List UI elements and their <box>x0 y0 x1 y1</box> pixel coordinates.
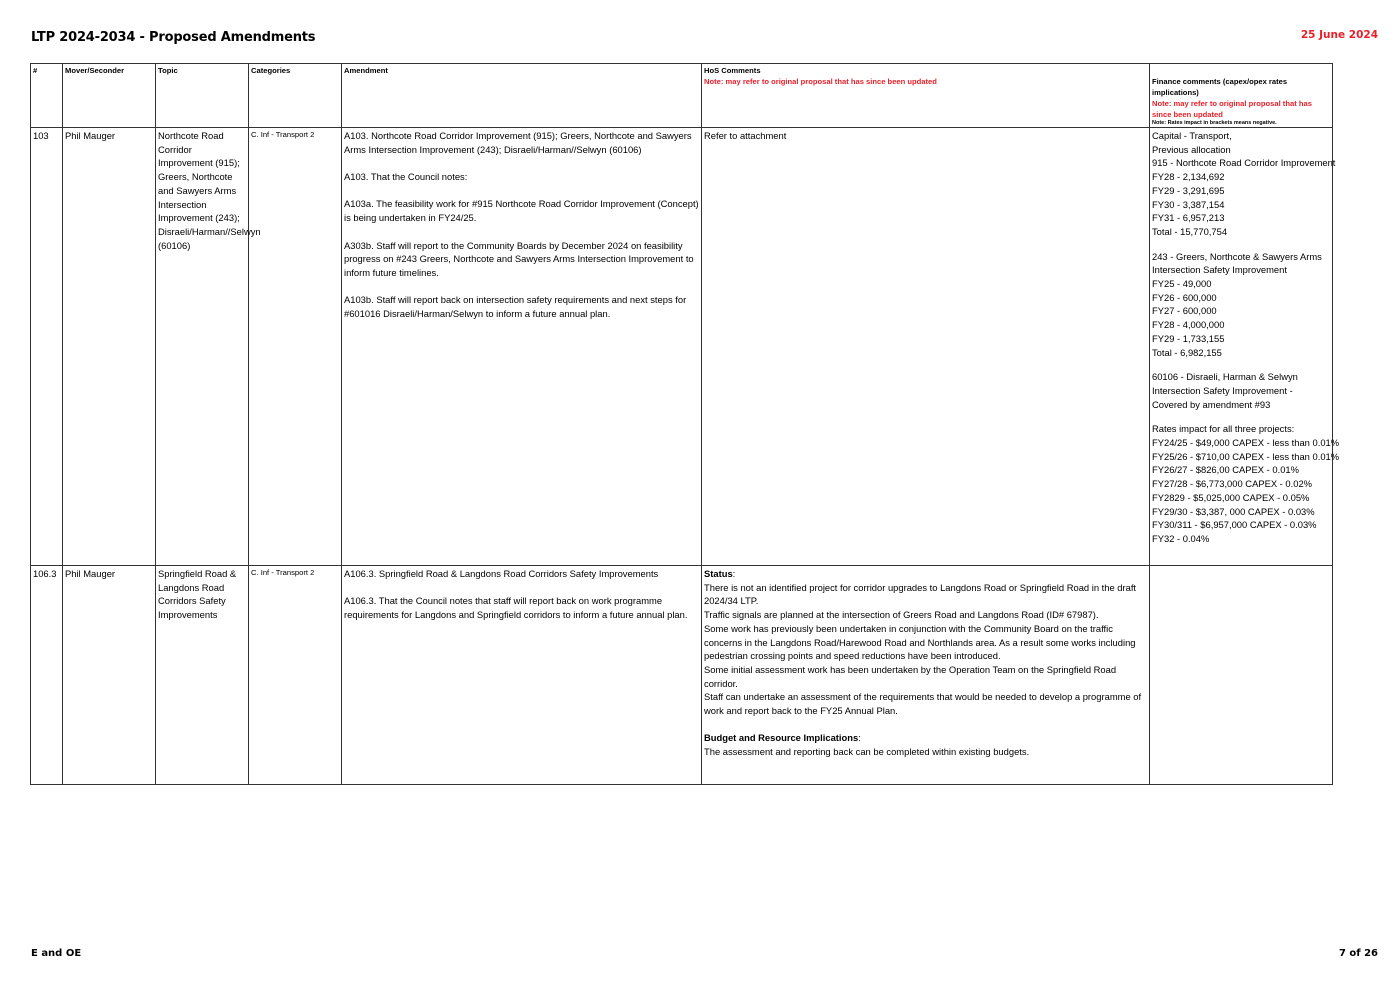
row-num: 103 <box>31 128 63 566</box>
status-label: Status <box>704 568 733 579</box>
header-categories: Categories <box>249 64 342 128</box>
status-line: Some initial assessment work has been undertaken by the Operation Team on the Springfield Road corridor. <box>704 663 1117 689</box>
finance-line: FY30 - 3,387,154 <box>1152 198 1225 210</box>
finance-line: Total - 15,770,754 <box>1152 225 1228 237</box>
finance-line: FY24/25 - $49,000 CAPEX - less than 0.01% <box>1152 437 1340 449</box>
amendment-para: A103b. Staff will report back on intersection safety requirements and next steps for #601016 Disraeli/Harman/Selwyn to inform a future annual plan. <box>344 294 687 320</box>
row-finance-comments <box>1150 128 1340 566</box>
finance-line: FY27 - 600,000 <box>1152 305 1217 317</box>
row-topic: Northcote Road Corridor Improvement (915); Greers, Northcote and Sawyers Arms Intersection Improvement (243); Disraeli/Harman//Selwyn (60106) <box>156 128 249 566</box>
row-category: C. Inf - Transport 2 <box>249 128 342 566</box>
row-mover: Phil Mauger <box>63 566 156 785</box>
header-topic: Topic <box>156 64 249 128</box>
page-title: LTP 2024-2034 - Proposed Amendments <box>31 30 316 45</box>
status-line: Some work has previously been undertaken in conjunction with the Community Board on the traffic concerns in the Langdons Road/Harewood Road and Northlands area. As a result some works including pedestrian crossing points and speed reductions have been introduced. <box>704 622 1136 662</box>
amendments-table <box>30 63 1340 785</box>
finance-line: Rates impact for all three projects: <box>1152 423 1295 435</box>
finance-line: FY26/27 - $826,00 CAPEX - 0.01% <box>1152 464 1299 476</box>
row-hos-comments <box>702 566 1150 785</box>
footer-disclaimer: E and OE <box>31 948 82 959</box>
finance-line: FY31 - 6,957,213 <box>1152 212 1225 224</box>
amendment-para: A106.3. That the Council notes that staff will report back on work programme requirements for Langdons and Springfield corridors to inform a future annual plan. <box>344 595 688 621</box>
finance-line: FY2829 - $5,025,000 CAPEX - 0.05% <box>1152 491 1310 503</box>
finance-title: Finance comments (capex/opex rates implications) <box>1152 77 1288 97</box>
budget-label: Budget and Resource Implications <box>704 732 859 744</box>
row-amendment <box>342 128 702 566</box>
header-finance-comments <box>1150 64 1333 128</box>
finance-line: FY25 - 49,000 <box>1152 278 1212 290</box>
page-number: 7 of 26 <box>1338 948 1378 959</box>
finance-line: Total - 6,982,155 <box>1152 346 1222 358</box>
finance-line: 60106 - Disraeli, Harman & Selwyn Intersection Safety Improvement - Covered by amendment #93 <box>1152 371 1298 410</box>
row-amendment <box>342 566 702 785</box>
header-amendment: Amendment <box>342 64 702 128</box>
finance-block <box>1152 129 1336 239</box>
budget-text: The assessment and reporting back can be completed within existing budgets. <box>704 746 1030 758</box>
row-topic: Springfield Road & Langdons Road Corridors Safety Improvements <box>156 566 249 785</box>
amendment-para: A103a. The feasibility work for #915 Northcote Road Corridor Improvement (Concept) is being undertaken in FY24/25. <box>344 198 699 224</box>
row-category: C. Inf - Transport 2 <box>249 566 342 785</box>
header-mover: Mover/Seconder <box>63 64 156 128</box>
header-num: # <box>31 64 63 128</box>
finance-block <box>1152 422 1340 545</box>
finance-line: FY27/28 - $6,773,000 CAPEX - 0.02% <box>1152 478 1312 490</box>
row-hos-comments: Refer to attachment <box>702 128 1150 566</box>
finance-line: FY26 - 600,000 <box>1152 291 1217 303</box>
table-row <box>31 566 1333 785</box>
status-line: Traffic signals are planned at the intersection of Greers Road and Langdons Road (ID# 67987). <box>704 609 1099 621</box>
finance-line: FY28 - 2,134,692 <box>1152 171 1225 183</box>
row-finance-comments <box>1150 566 1333 785</box>
finance-line: FY29 - 1,733,155 <box>1152 332 1225 344</box>
status-heading: Status: <box>704 568 736 579</box>
hos-note: Note: may refer to original proposal that has since been updated <box>704 77 937 86</box>
finance-line: FY29/30 - $3,387, 000 CAPEX - 0.03% <box>1152 505 1315 517</box>
document-date: 25 June 2024 <box>1300 29 1378 41</box>
amendment-para: A303b. Staff will report to the Community Boards by December 2024 on feasibility progress on #243 Greers, Northcote and Sawyers Arms Intersection Improvement to inform future timelines. <box>344 239 694 278</box>
status-line: There is not an identified project for corridor upgrades to Langdons Road or Springfield Road in the draft 2024/34 LTP. <box>704 581 1137 607</box>
finance-note: Note: may refer to original proposal that has since been updated <box>1152 99 1312 119</box>
finance-block <box>1152 250 1330 360</box>
status-line: Staff can undertake an assessment of the requirements that would be needed to develop a programme of work and report back to the FY25 Annual Plan. <box>704 691 1142 717</box>
finance-line: FY30/311 - $6,957,000 CAPEX - 0.03% <box>1152 519 1317 531</box>
finance-line: 915 - Northcote Road Corridor Improvement <box>1152 157 1336 169</box>
finance-line: FY25/26 - $710,00 CAPEX - less than 0.01% <box>1152 450 1340 462</box>
budget-heading: Budget and Resource Implications: <box>704 732 861 744</box>
finance-line: Capital - Transport, <box>1152 130 1232 141</box>
finance-line: FY28 - 4,000,000 <box>1152 319 1225 331</box>
header-hos-comments <box>702 64 1150 128</box>
row-num: 106.3 <box>31 566 63 785</box>
amendment-para: A103. That the Council notes: <box>344 171 468 183</box>
table-header-row <box>31 64 1333 128</box>
row-mover: Phil Mauger <box>63 128 156 566</box>
finance-line: Previous allocation <box>1152 143 1231 155</box>
amendment-para: A103. Northcote Road Corridor Improvement (915); Greers, Northcote and Sawyers Arms Intersection Improvement (243); Disraeli/Harman//Selwyn (60106) <box>344 130 692 155</box>
hos-title: HoS Comments <box>704 66 761 75</box>
finance-small-note: Note: Rates impact in brackets means negative. <box>1152 120 1277 126</box>
finance-line: 243 - Greers, Northcote & Sawyers Arms Intersection Safety Improvement <box>1152 250 1322 276</box>
finance-line: FY32 - 0.04% <box>1152 532 1210 544</box>
finance-block <box>1152 370 1330 411</box>
table-row <box>31 128 1333 566</box>
amendment-para: A106.3. Springfield Road & Langdons Road Corridors Safety Improvements <box>344 568 659 579</box>
finance-line: FY29 - 3,291,695 <box>1152 184 1225 196</box>
